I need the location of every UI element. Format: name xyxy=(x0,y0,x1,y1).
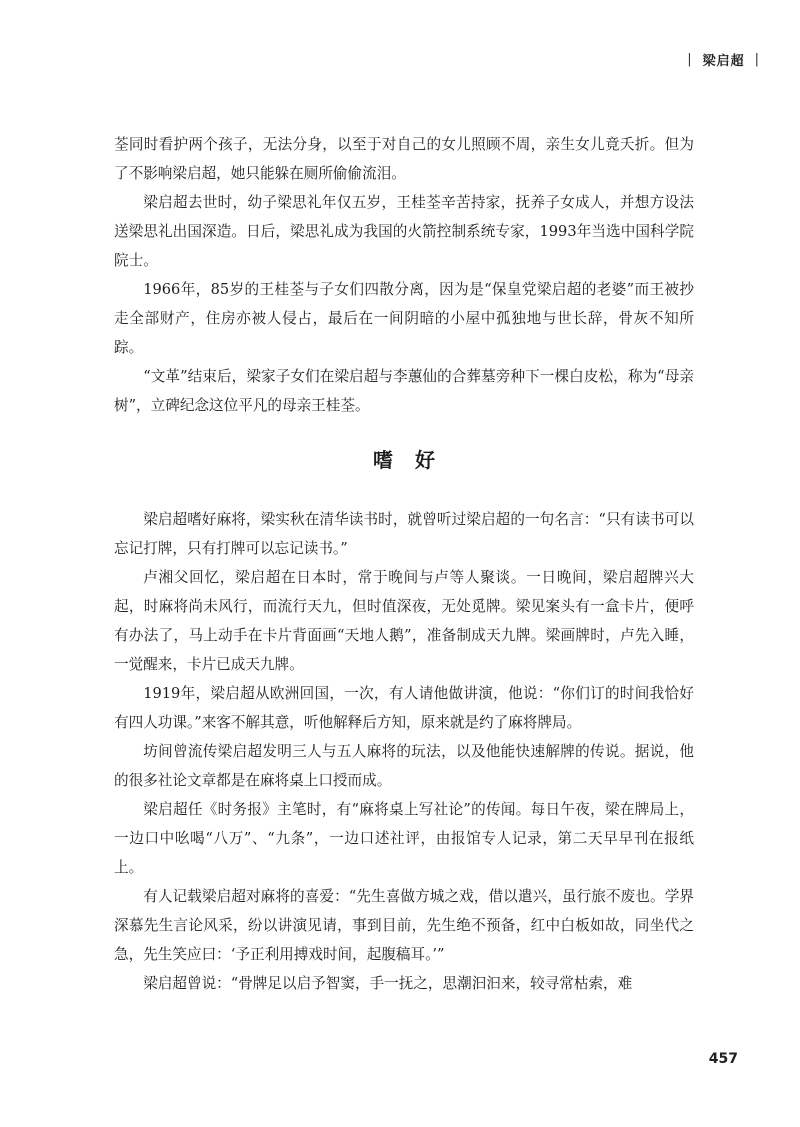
paragraph: 梁启超任《时务报》主笔时，有“麻将桌上写社论”的传闻。每日午夜，梁在牌局上，一边口中吆喝“八万”、“九条”，一边口述社评，由报馆专人记录，第二天早早刊在报纸上。 xyxy=(114,801,694,876)
running-header xyxy=(687,50,760,69)
header-separator-right: | xyxy=(754,52,760,67)
header-title: 梁启超 xyxy=(702,54,745,69)
paragraph: 梁启超去世时，幼子梁思礼年仅五岁，王桂荃辛苦持家，抚养子女成人，并想方设法送梁思礼出国深造。日后，梁思礼成为我国的火箭控制系统专家，1993年当选中国科学院院士。 xyxy=(114,194,694,269)
page-number: 457 xyxy=(708,1051,738,1067)
paragraph: 有人记载梁启超对麻将的喜爱：“先生喜做方城之戏，借以遣兴，虽行旅不废也。学界深慕先生言论风采，纷以讲演见请，事到目前，先生绝不预备，红中白板如故，同坐代之急，先生笑应曰：‘予正利用搏戏时间，起腹稿耳。’” xyxy=(114,888,694,963)
paragraph: 梁启超嗜好麻将，梁实秋在清华读书时，就曾听过梁启超的一句名言：“只有读书可以忘记打牌，只有打牌可以忘记读书。” xyxy=(114,511,694,557)
paragraph: 卢湘父回忆，梁启超在日本时，常于晚间与卢等人聚谈。一日晚间，梁启超牌兴大起，时麻将尚未风行，而流行天九，但时值深夜，无处觅牌。梁见案头有一盒卡片，便呼有办法了，马上动手在卡片背面画“天地人鹅”，准备制成天九牌。梁画牌时，卢先入睡，一觉醒来，卡片已成天九牌。 xyxy=(114,569,694,673)
page-body xyxy=(114,130,694,998)
paragraph: 1966年，85岁的王桂荃与子女们四散分离，因为是“保皇党梁启超的老婆”而王被抄走全部财产，住房亦被人侵占，最后在一间阴暗的小屋中孤独地与世长辞，骨灰不知所踪。 xyxy=(114,281,694,356)
header-separator-left: | xyxy=(687,52,693,67)
paragraph: 梁启超曾说：“骨牌足以启予智窦，手一抚之，思潮汩汩来，较寻常枯索，难 xyxy=(143,975,633,992)
paragraph: 荃同时看护两个孩子，无法分身，以至于对自己的女儿照顾不周，亲生女儿竟夭折。但为了不影响梁启超，她只能躲在厕所偷偷流泪。 xyxy=(114,136,694,182)
paragraph: 1919年，梁启超从欧洲回国，一次，有人请他做讲演，他说：“你们订的时间我恰好有四人功课。”来客不解其意，听他解释后方知，原来就是约了麻将牌局。 xyxy=(114,685,694,731)
section-title: 嗜好 xyxy=(373,448,457,472)
paragraph: “文革”结束后，梁家子女们在梁启超与李蕙仙的合葬墓旁种下一棵白皮松，称为“母亲树”，立碑纪念这位平凡的母亲王桂荃。 xyxy=(114,368,694,414)
paragraph: 坊间曾流传梁启超发明三人与五人麻将的玩法，以及他能快速解牌的传说。据说，他的很多社论文章都是在麻将桌上口授而成。 xyxy=(114,743,694,789)
